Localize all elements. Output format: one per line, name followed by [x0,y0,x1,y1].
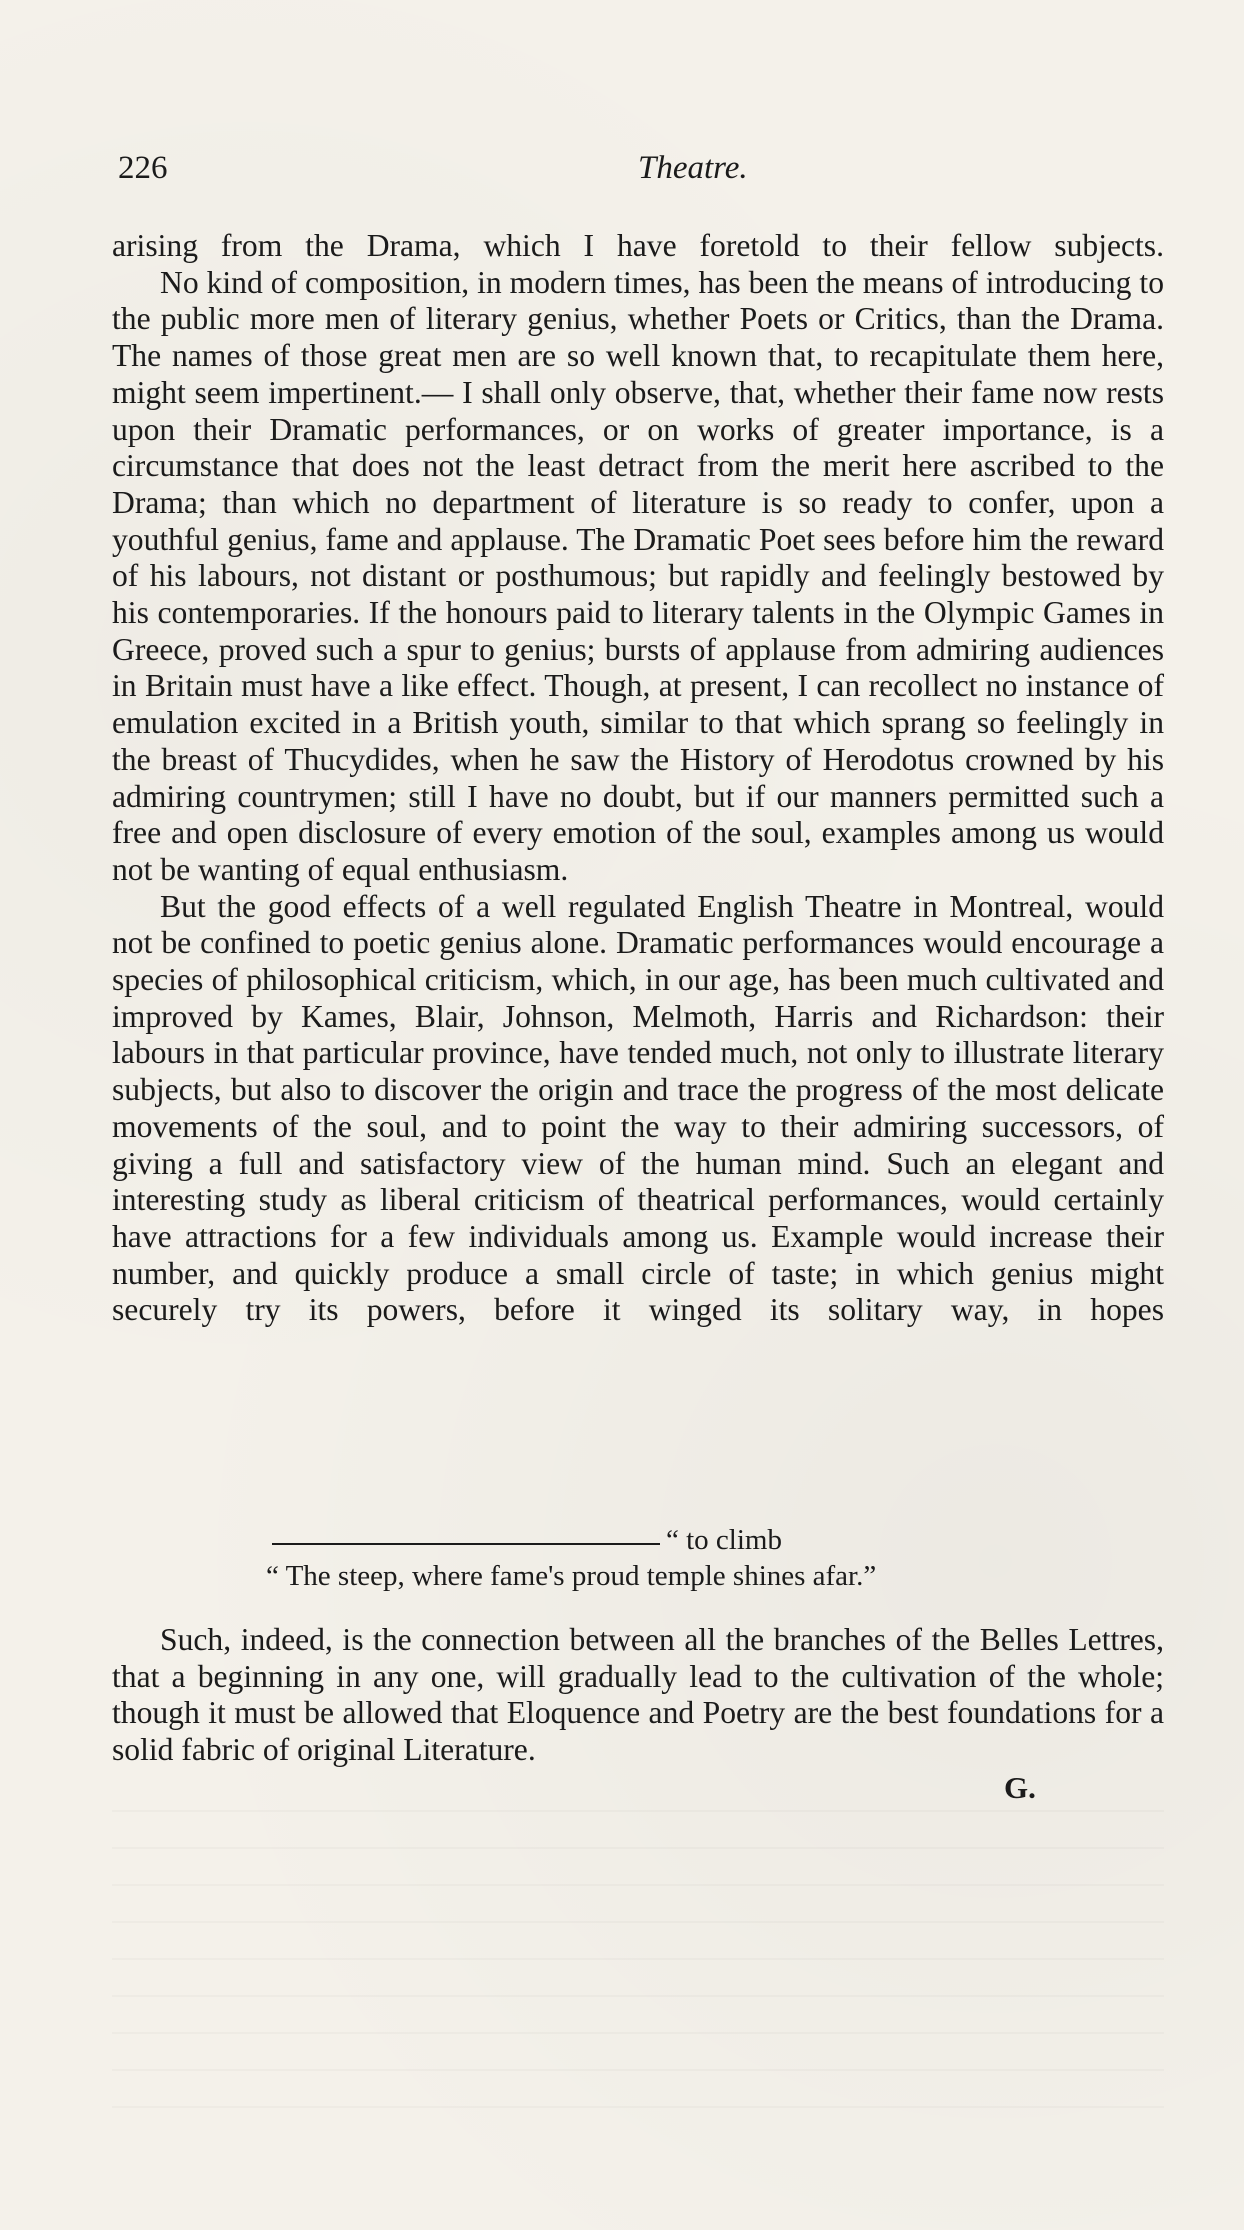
bleed-through-texture [112,1810,1164,2110]
quotation-line-2: “ The steep, where fame's proud temple shines afar.” [266,1560,877,1592]
verse-quotation [0,1522,1244,1612]
closing-paragraph-block [112,1622,1164,1769]
paragraph-closing: Such, indeed, is the connection between all the branches of the Belles Lettres, that a beginning in any one, will gradually lead to the cultivation of the whole; though it must be allowed that Eloquence and Poetry are the best foundations for a solid fabric of original Literature. [112,1622,1164,1768]
quotation-line-1 [272,1522,782,1558]
paragraph-continuation: arising from the Drama, which I have foretold to their fellow subjects. [112,228,1164,263]
paragraph-criticism: But the good effects of a well regulated English Theatre in Montreal, would not be confined to poetic genius alone. Dramatic performances would encourage a species of philosophical criticism, which, in our age, has been much cultivated and improved by Kames, Blair, Johnson, Melmoth, Harris and Richardson: their labours in that particular province, have tended much, not only to illustrate literary subjects, but also to discover the origin and trace the progress of the most delicate movements of the soul, and to point the way to their admiring successors, of giving a full and satisfactory view of the human mind. Such an elegant and interesting study as liberal criticism of theatrical performances, would certainly have attractions for a few individuals among us. Example would increase their number, and quickly produce a small circle of taste; in which genius might securely try its powers, before it winged its solitary way, in hopes [112,888,1164,1328]
paragraph-composition: No kind of composition, in modern times, has been the means of introducing to the public more men of literary genius, whether Poets or Critics, than the Drama. The names of those great men are so well known that, to recapitulate them here, might seem impertinent.— I shall only observe, that, whether their fame now rests upon their Dramatic performances, or on works of greater importance, is a circumstance that does not the least detract from the merit here ascribed to the Drama; than which no department of literature is so ready to confer, upon a youthful genius, fame and applause. The Dramatic Poet sees before him the reward of his labours, not distant or posthumous; but rapidly and feelingly bestowed by his contemporaries. If the honours paid to literary talents in the Olympic Games in Greece, proved such a spur to genius; bursts of applause from admiring audiences in Britain must have a like effect. Though, at present, I can recollect no instance of emulation excited in a British youth, similar to that which sprang so feelingly in the breast of Thucydides, when he saw the History of Herodotus crowned by his admiring countrymen; still I have no doubt, but if our manners permitted such a free and open disclosure of every emotion of the soul, examples among us would not be wanting of equal enthusiasm. [112,264,1164,887]
running-title: Theatre. [638,150,748,186]
page-number: 226 [118,150,168,186]
running-head [118,150,1168,190]
quotation-rule [272,1543,660,1545]
quotation-line-1-text: “ to climb [666,1524,782,1556]
body-text [112,228,1164,1329]
signature: G. [1004,1770,1036,1805]
